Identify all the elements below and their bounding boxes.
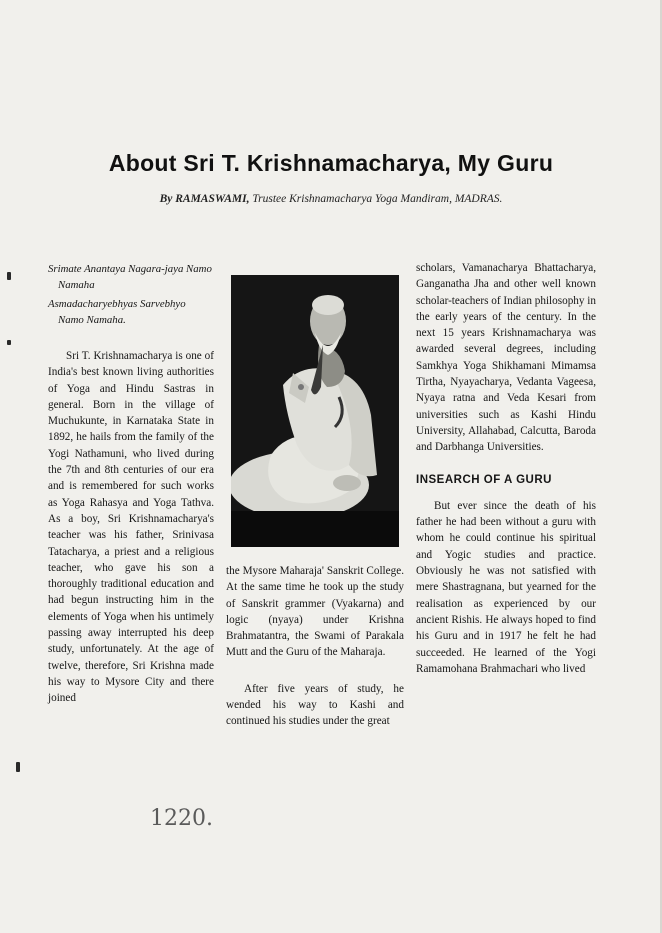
paragraph: Sri T. Krishnamacharya is one of India's best known living authorities of Yoga and Hindu Sastras in general. Born in the village of Muchukunte, in Karnataka State in 1892, he hails from the family of the Yogi Nathamuni, who lived during the 7th and 8th centuries of our era and is remembered for such works as Yoga Rahasya and Yoga Tathva. As a boy, Sri Krishnamacharya's teacher was his father, Srinivasa Tatacharya, a priest and a religious teacher, who gave his son a thoroughly traditional education and had begun instructing him in the elements of Yoga when his untimely passing away interrupted his deep study, unfortunately. At the age of twelve, therefore, Sri Krishna made his way to Mysore City and there joined [48, 350, 214, 705]
byline-author: By RAMASWAMI, [159, 193, 250, 205]
invocation [48, 262, 214, 328]
column-2 [226, 563, 404, 730]
binding-mark [16, 762, 20, 772]
binding-mark [7, 340, 11, 345]
portrait-photo-image [231, 275, 399, 547]
paragraph: the Mysore Maharaja' Sanskrit College. At the same time he took up the study of Sanskrit grammer (Vyakarna) and logic (nyaya) under Krishna Brahmatantra, the Swami of Parakala Mutt and the Guru of the Maharaja. [226, 565, 404, 659]
paragraph: After five years of study, he wended his way to Kashi and continued his studies under the great [226, 682, 404, 728]
paragraph: scholars, Vamanacharya Bhattacharya, Ganganatha Jha and other well known scholar-teachers of Indian philosophy in the early years of the century. In the next 15 years Krishnamacharya was awarded several degrees, including Samkhya Yoga Shikhamani Mimamsa Tirtha, Nyayacharya, Vedanta Vageesa, Nyaya ratna and Veda Kesari from universities such as Kashi Hindu University, Allahabad, Calcutta, Baroda and Darbhanga Universities. [416, 262, 596, 454]
invocation-line: Srimate Anantaya Nagara-jaya Namo Namaha [48, 263, 212, 291]
article-byline [0, 193, 662, 205]
column-3 [416, 260, 596, 677]
byline-affiliation: Trustee Krishnamacharya Yoga Mandiram, MADRAS. [252, 193, 503, 205]
article-title: About Sri T. Krishnamacharya, My Guru [108, 150, 554, 176]
section-heading: INSEARCH OF A GURU [416, 473, 552, 486]
portrait-photo [231, 275, 399, 547]
invocation-line: Asmadacharyebhyas Sarvebhyo Namo Namaha. [48, 298, 186, 326]
handwritten-note: 1220. [150, 806, 213, 831]
column-1 [48, 262, 214, 707]
binding-mark [7, 272, 11, 280]
paragraph: But ever since the death of his father he had been without a guru with whom he could continue his spiritual and Yogic studies and practice. Obviously he was not satisfied with mere Shastragnana, but yearned for the realisation as experienced by our ancient Rishis. He always hoped to find his Guru and in 1917 he felt he had succeeded. He learned of the Yogi Ramamohana Brahmachari who lived [416, 499, 596, 675]
